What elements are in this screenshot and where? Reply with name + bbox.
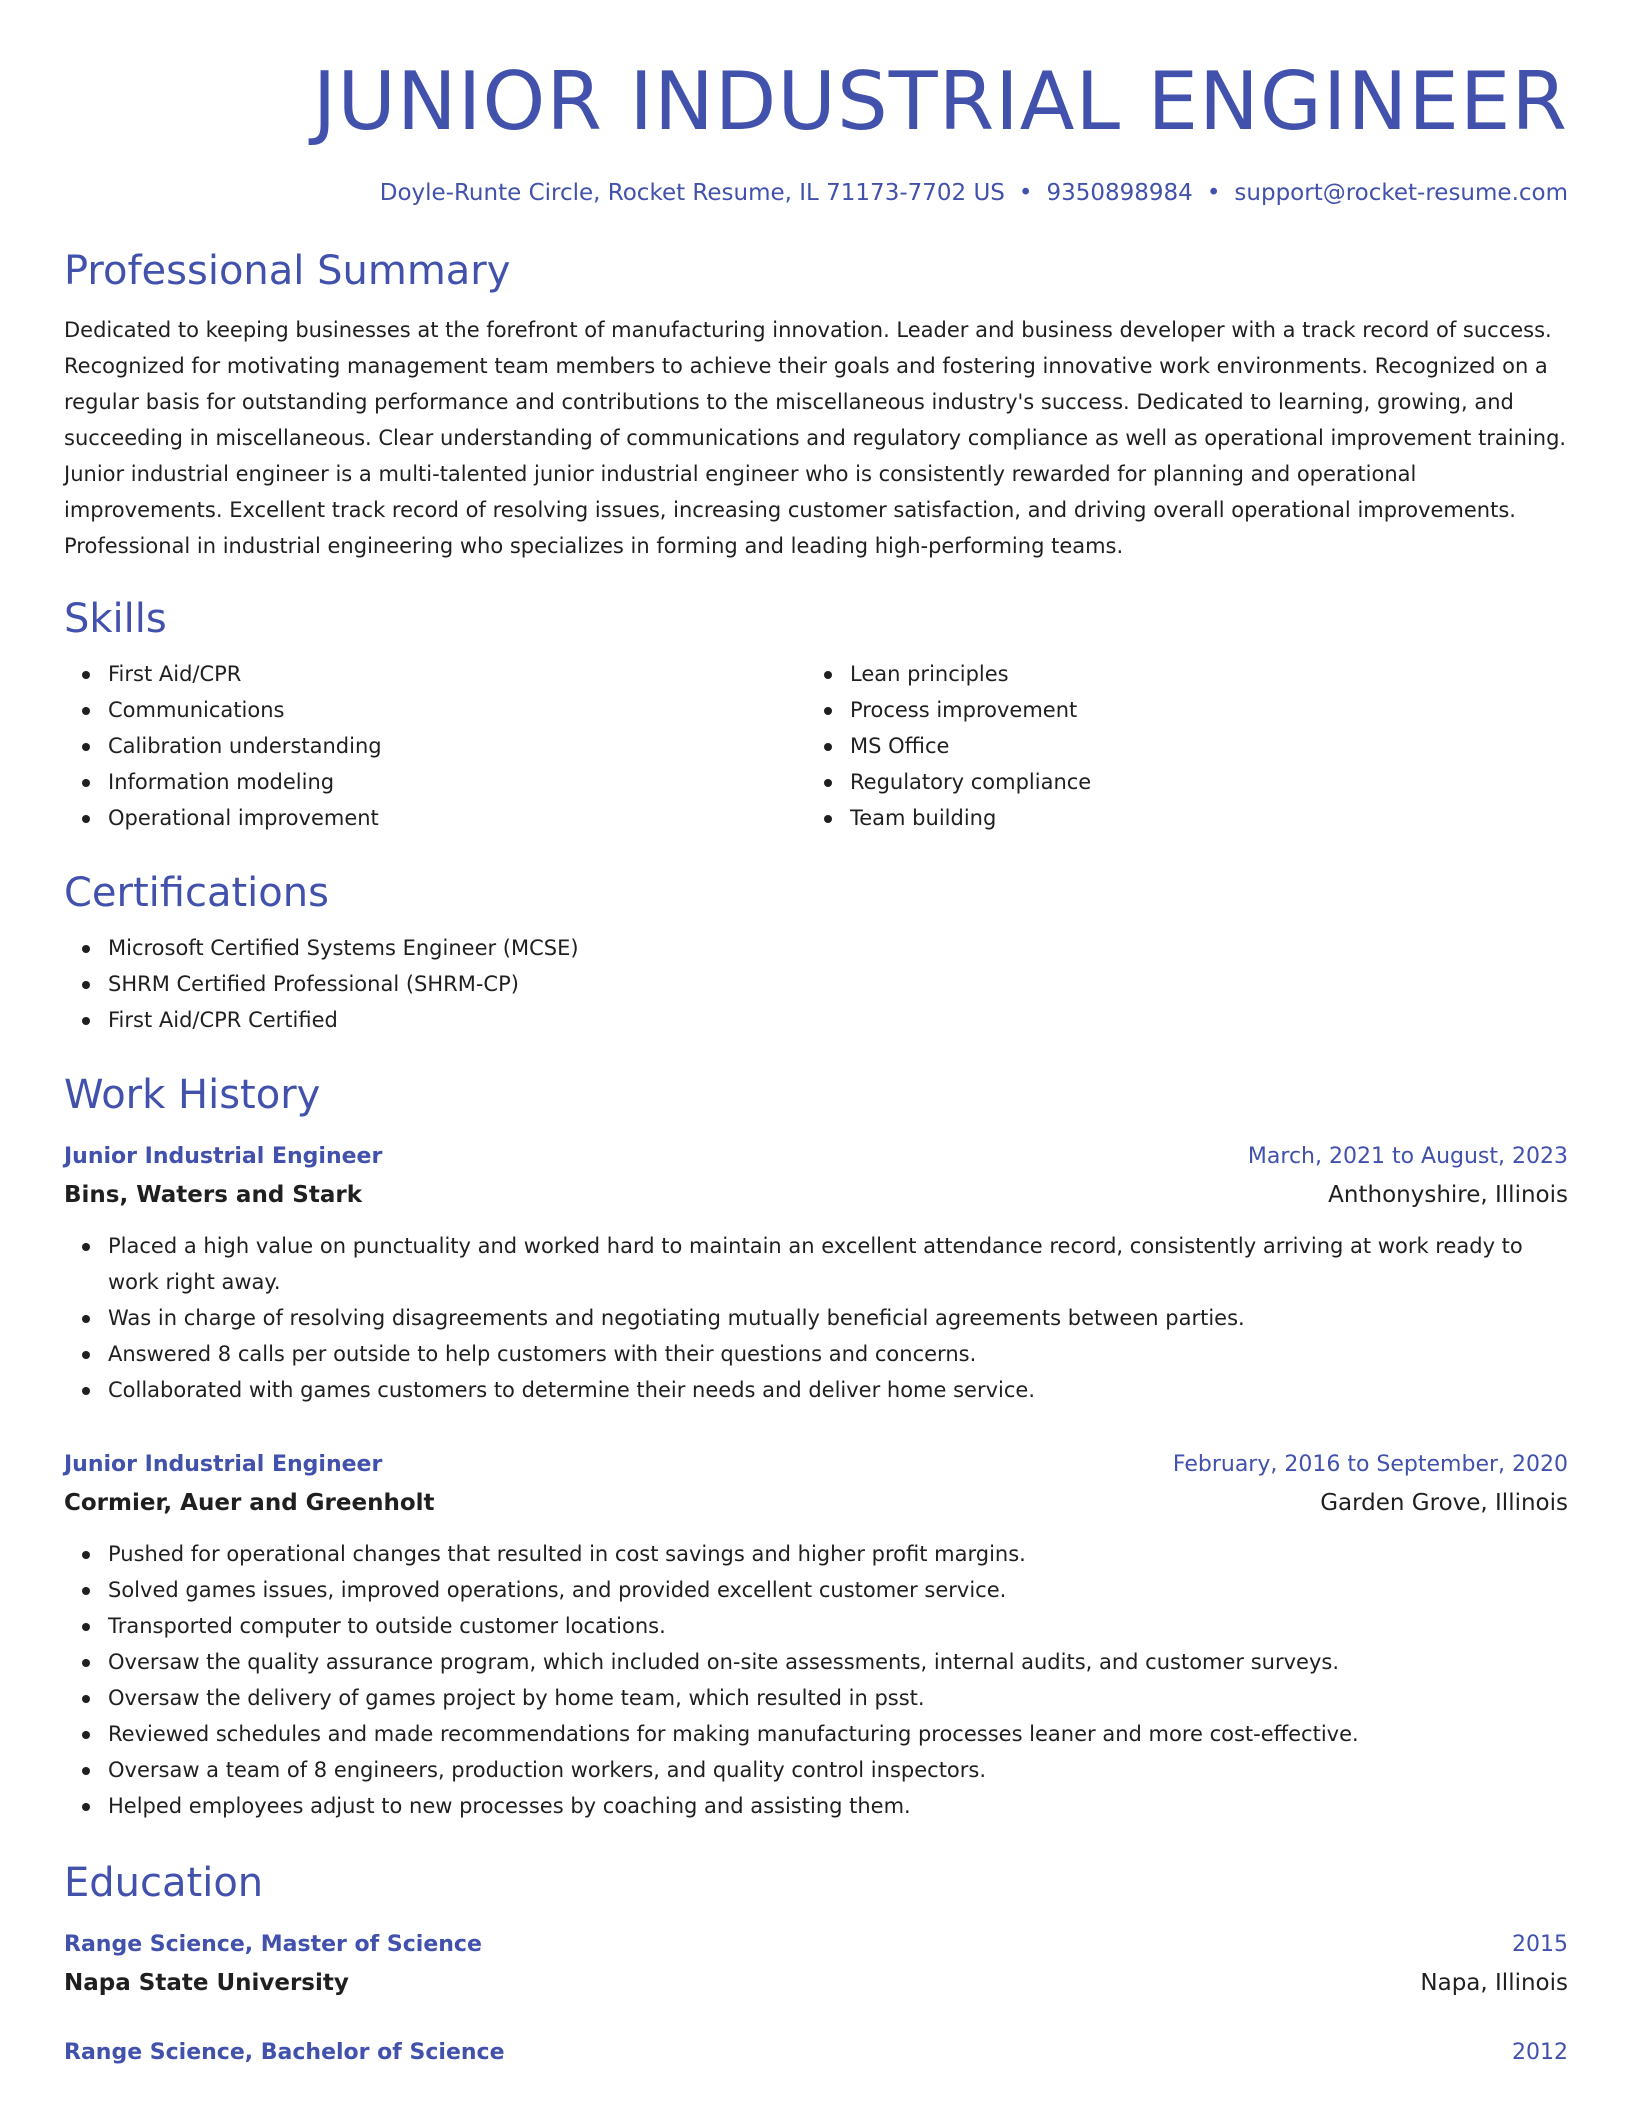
education-degree: Range Science, Master of Science	[64, 1932, 482, 1957]
certifications-list	[64, 930, 1568, 1038]
job-duty-item: Oversaw a team of 8 engineers, production workers, and quality control inspectors.	[108, 1752, 1568, 1788]
skill-item: Information modeling	[108, 764, 806, 800]
skills-column-right	[806, 656, 1548, 836]
job-duties-list	[64, 1536, 1568, 1824]
skills-heading: Skills	[64, 596, 167, 642]
job-duty-item: Oversaw the quality assurance program, which included on-site assessments, internal audits, and customer surveys.	[108, 1644, 1568, 1680]
job-duty-item: Placed a high value on punctuality and worked hard to maintain an excellent attendance record, consistently arriving at work ready to work right away.	[108, 1228, 1568, 1300]
education-degree-row	[64, 2034, 1568, 2072]
job-duty-item: Answered 8 calls per outside to help customers with their questions and concerns.	[108, 1336, 1568, 1372]
job-duty-item: Collaborated with games customers to determine their needs and deliver home service.	[108, 1372, 1568, 1408]
job-entry	[64, 1446, 1568, 1824]
job-duty-item: Reviewed schedules and made recommendations for making manufacturing processes leaner and more cost-effective.	[108, 1716, 1568, 1752]
certification-item: First Aid/CPR Certified	[108, 1002, 1568, 1038]
skill-item: First Aid/CPR	[108, 656, 806, 692]
education-degree: Range Science, Bachelor of Science	[64, 2040, 505, 2065]
job-duty-item: Oversaw the delivery of games project by home team, which resulted in psst.	[108, 1680, 1568, 1716]
contact-separator: •	[1206, 180, 1221, 206]
job-location: Garden Grove, Illinois	[1320, 1490, 1568, 1516]
job-entry	[64, 1138, 1568, 1408]
resume-title: JUNIOR INDUSTRIAL ENGINEER	[312, 55, 1568, 148]
job-location: Anthonyshire, Illinois	[1328, 1182, 1568, 1208]
skills-list-right	[806, 656, 1548, 836]
education-entry	[64, 2034, 1568, 2072]
skill-item: MS Office	[850, 728, 1548, 764]
skills-grid	[64, 656, 1568, 836]
job-duties-list	[64, 1228, 1568, 1408]
skill-item: Communications	[108, 692, 806, 728]
job-duty-item: Pushed for operational changes that resulted in cost savings and higher profit margins.	[108, 1536, 1568, 1572]
skill-item: Process improvement	[850, 692, 1548, 728]
education-school: Napa State University	[64, 1970, 349, 1996]
education-year: 2012	[1512, 2040, 1568, 2065]
contact-address: Doyle-Runte Circle, Rocket Resume, IL 71173-7702 US	[379, 180, 1005, 206]
job-employer: Bins, Waters and Stark	[64, 1182, 363, 1208]
skills-column-left	[64, 656, 806, 836]
contact-separator: •	[1018, 180, 1033, 206]
job-title: Junior Industrial Engineer	[64, 1144, 383, 1169]
job-duty-item: Solved games issues, improved operations, and provided excellent customer service.	[108, 1572, 1568, 1608]
job-duty-item: Was in charge of resolving disagreements and negotiating mutually beneficial agreements between parties.	[108, 1300, 1568, 1336]
job-dates: February, 2016 to September, 2020	[1172, 1452, 1568, 1477]
skill-item: Operational improvement	[108, 800, 806, 836]
skill-item: Team building	[850, 800, 1548, 836]
resume-page	[64, 0, 1568, 2072]
education-heading: Education	[64, 1860, 264, 1906]
contact-phone: 9350898984	[1046, 180, 1193, 206]
job-employer-row	[64, 1176, 1568, 1214]
summary-text: Dedicated to keeping businesses at the forefront of manufacturing innovation. Leader and business developer with a track record of success. Recognized for motivating management team members to achieve their goals and fostering innovative work environments. Recognized on a regular basis for outstanding performance and contributions to the miscellaneous industry's success. Dedicated to learning, growing, and succeeding in miscellaneous. Clear understanding of communications and regulatory compliance as well as operational improvement training. Junior industrial engineer is a multi-talented junior industrial engineer who is consistently rewarded for planning and operational improvements. Excellent track record of resolving issues, increasing customer satisfaction, and driving overall operational improvements. Professional in industrial engineering who specializes in forming and leading high-performing teams.	[64, 318, 1567, 558]
job-header-row	[64, 1138, 1568, 1176]
education-location: Napa, Illinois	[1420, 1970, 1568, 1996]
certifications-heading: Certifications	[64, 870, 329, 916]
job-dates: March, 2021 to August, 2023	[1247, 1144, 1568, 1169]
skills-list-left	[64, 656, 806, 836]
job-duty-item: Helped employees adjust to new processes by coaching and assisting them.	[108, 1788, 1568, 1824]
job-employer: Cormier, Auer and Greenholt	[64, 1490, 435, 1516]
certification-item: SHRM Certified Professional (SHRM-CP)	[108, 966, 1568, 1002]
job-duty-item: Transported computer to outside customer locations.	[108, 1608, 1568, 1644]
skill-item: Regulatory compliance	[850, 764, 1548, 800]
job-employer-row	[64, 1484, 1568, 1522]
skill-item: Lean principles	[850, 656, 1548, 692]
job-header-row	[64, 1446, 1568, 1484]
certification-item: Microsoft Certified Systems Engineer (MCSE)	[108, 930, 1568, 966]
contact-email: support@rocket-resume.com	[1234, 180, 1568, 206]
work-history-heading: Work History	[64, 1072, 321, 1118]
education-degree-row	[64, 1926, 1568, 1964]
education-school-row	[64, 1964, 1568, 2002]
summary-heading: Professional Summary	[64, 248, 511, 294]
education-year: 2015	[1512, 1932, 1568, 1957]
education-entry	[64, 1926, 1568, 2002]
contact-line	[64, 178, 1568, 208]
job-title: Junior Industrial Engineer	[64, 1452, 383, 1477]
skill-item: Calibration understanding	[108, 728, 806, 764]
